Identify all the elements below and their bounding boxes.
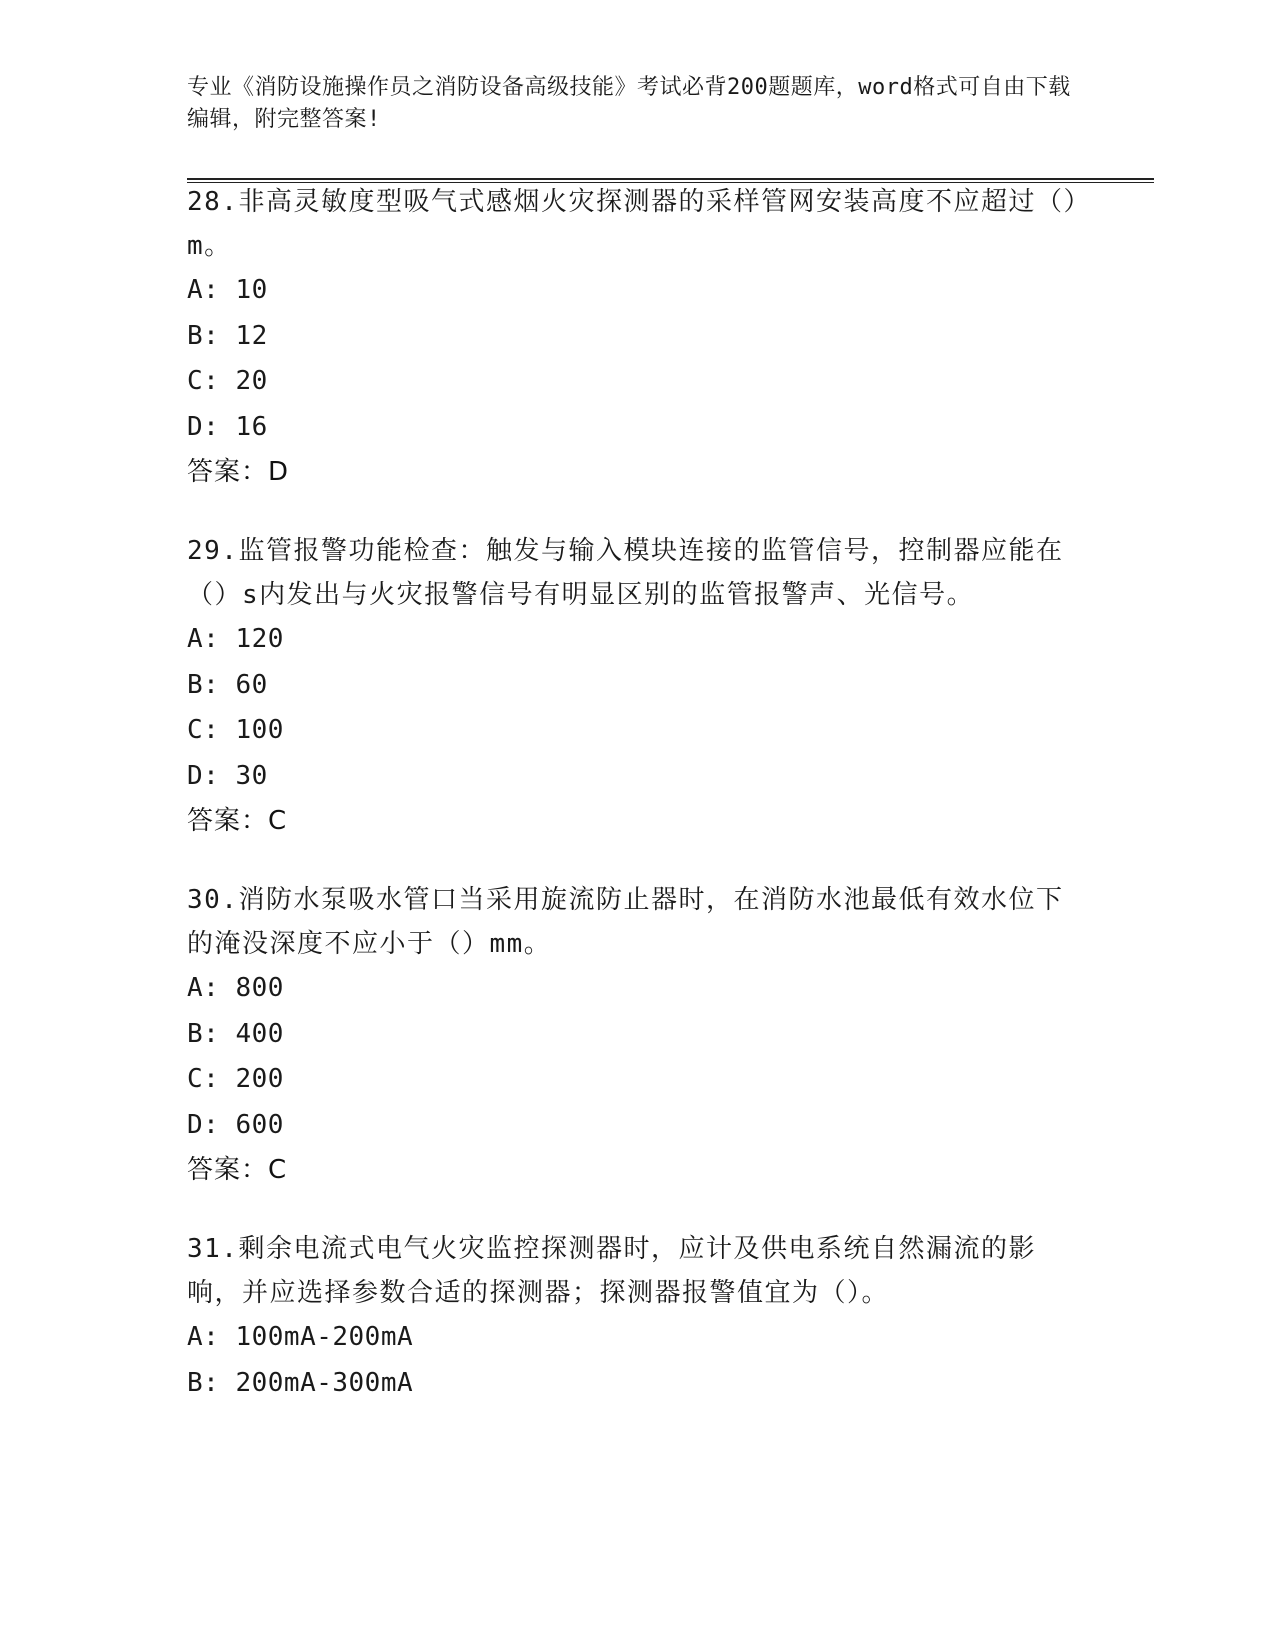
option-a: A: 120 [187,624,284,654]
option-c: C: 20 [187,366,268,396]
option-a: A: 100mA-200mA [187,1322,414,1352]
option-d: D: 600 [187,1109,284,1140]
question-28 [187,180,1087,495]
option-b: B: 400 [187,1018,284,1049]
option-b: B: 60 [187,669,268,700]
question-29 [187,529,1087,844]
answer: 答案：C [187,806,288,836]
question-stem: 29.监管报警功能检查：触发与输入模块连接的监管信号，控制器应能在（）s内发出与火灾报警信号有明显区别的监管报警声、光信号。 [187,536,1064,610]
question-30 [187,878,1087,1193]
option-d: D: 30 [187,760,268,791]
option-c: C: 200 [187,1064,284,1094]
option-d: D: 16 [187,411,268,442]
option-c: C: 100 [187,715,284,745]
answer: 答案：D [187,457,290,487]
option-b: B: 200mA-300mA [187,1367,414,1398]
option-a: A: 10 [187,275,268,305]
question-stem: 30.消防水泵吸水管口当采用旋流防止器时，在消防水池最低有效水位下的淹没深度不应小于（）mm。 [187,885,1064,959]
option-a: A: 800 [187,973,284,1003]
document-header: 专业《消防设施操作员之消防设备高级技能》考试必背200题题库，word格式可自由下载编辑，附完整答案! [187,75,1071,132]
question-stem: 31.剩余电流式电气火灾监控探测器时，应计及供电系统自然漏流的影响，并应选择参数合适的探测器；探测器报警值宜为（）。 [187,1234,1036,1308]
question-stem: 28.非高灵敏度型吸气式感烟火灾探测器的采样管网安装高度不应超过（）m。 [187,187,1078,261]
question-31 [187,1227,1087,1406]
option-b: B: 12 [187,320,268,351]
answer: 答案：C [187,1155,288,1185]
